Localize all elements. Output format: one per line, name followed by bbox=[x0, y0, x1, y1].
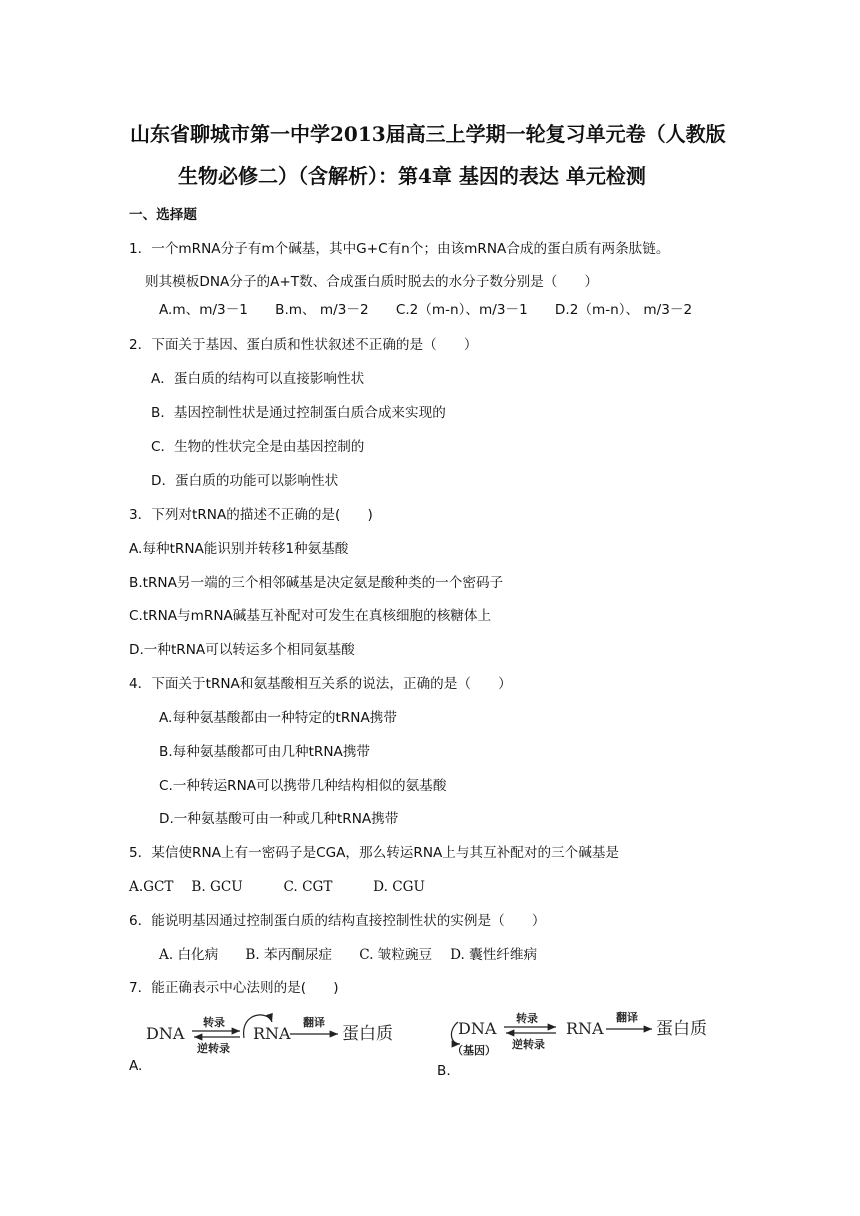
protein-label: 蛋白质 bbox=[656, 1019, 707, 1039]
question-4-option-a: A.每种氨基酸都由一种特定的tRNA携带 bbox=[159, 710, 397, 726]
question-4-option-b: B.每种氨基酸都可由几种tRNA携带 bbox=[159, 744, 371, 760]
protein-label: 蛋白质 bbox=[342, 1024, 393, 1044]
question-3-option-b: B.tRNA另一端的三个相邻碱基是决定氨是酸种类的一个密码子 bbox=[129, 575, 504, 591]
title-line-1: 山东省聊城市第一中学2013届高三上学期一轮复习单元卷（人教版 bbox=[130, 122, 726, 146]
question-2-option-b: B．基因控制性状是通过控制蛋白质合成来实现的 bbox=[151, 405, 446, 421]
question-2-stem: 2．下面关于基因、蛋白质和性状叙述不正确的是（ ） bbox=[129, 337, 478, 353]
question-4-option-c: C.一种转运RNA可以携带几种结构相似的氨基酸 bbox=[159, 778, 447, 794]
dna-label: DNA bbox=[458, 1019, 497, 1038]
question-3-stem: 3．下列对tRNA的描述不正确的是( ) bbox=[129, 507, 373, 523]
translation-label: 翻译 bbox=[616, 1011, 638, 1024]
option-a-label: A. bbox=[129, 1058, 143, 1074]
transcription-label: 转录 bbox=[516, 1012, 538, 1025]
rna-label: RNA bbox=[566, 1019, 604, 1038]
question-4-option-d: D.一种氨基酸可由一种或几种tRNA携带 bbox=[159, 811, 399, 827]
translation-label: 翻译 bbox=[303, 1016, 325, 1029]
question-5-options: A.GCT B. GCU C. CGT D. CGU bbox=[129, 879, 425, 895]
question-6-options: A. 白化病 B. 苯丙酮尿症 C. 皱粒豌豆 D. 囊性纤维病 bbox=[159, 947, 538, 963]
question-1-options: A.m、m/3－1 B.m、 m/3－2 C.2（m-n）、m/3－1 D.2（m-n）、 m/3－2 bbox=[159, 302, 693, 318]
question-5-stem: 5．某信使RNA上有一密码子是CGA，那么转运RNA上与其互补配对的三个碱基是 bbox=[129, 845, 620, 861]
question-2-option-c: C．生物的性状完全是由基因控制的 bbox=[151, 439, 365, 455]
question-2-option-d: D．蛋白质的功能可以影响性状 bbox=[151, 473, 339, 489]
transcription-label: 转录 bbox=[203, 1016, 225, 1029]
question-2-option-a: A．蛋白质的结构可以直接影响性状 bbox=[151, 371, 365, 387]
option-b-label: B. bbox=[437, 1063, 451, 1079]
rna-label: RNA bbox=[253, 1024, 291, 1043]
central-dogma-diagram-b bbox=[448, 1008, 718, 1064]
title-line-2: 生物必修二）（含解析）：第4章 基因的表达 单元检测 bbox=[178, 164, 646, 188]
question-6-stem: 6．能说明基因通过控制蛋白质的结构直接控制性状的实例是（ ） bbox=[129, 913, 546, 929]
question-3-option-a: A.每种tRNA能识别并转移1种氨基酸 bbox=[129, 541, 349, 557]
question-1-line-1: 1．一个mRNA分子有m个碱基，其中G+C有n个；由该mRNA合成的蛋白质有两条肽链。 bbox=[129, 241, 670, 257]
question-4-stem: 4．下面关于tRNA和氨基酸相互关系的说法，正确的是（ ） bbox=[129, 676, 512, 692]
section-heading: 一、选择题 bbox=[129, 207, 197, 223]
central-dogma-diagram-a bbox=[140, 1008, 410, 1060]
question-7-stem: 7．能正确表示中心法则的是( ) bbox=[129, 980, 339, 996]
gene-label: （基因） bbox=[452, 1044, 496, 1057]
dna-label: DNA bbox=[146, 1024, 185, 1043]
question-3-option-c: C.tRNA与mRNA碱基互补配对可发生在真核细胞的核糖体上 bbox=[129, 608, 492, 624]
question-3-option-d: D.一种tRNA可以转运多个相同氨基酸 bbox=[129, 642, 355, 658]
reverse-transcription-label: 逆转录 bbox=[197, 1042, 230, 1055]
reverse-transcription-label: 逆转录 bbox=[512, 1038, 545, 1051]
question-1-line-2: 则其模板DNA分子的A+T数、合成蛋白质时脱去的水分子数分别是（ ） bbox=[145, 274, 599, 290]
